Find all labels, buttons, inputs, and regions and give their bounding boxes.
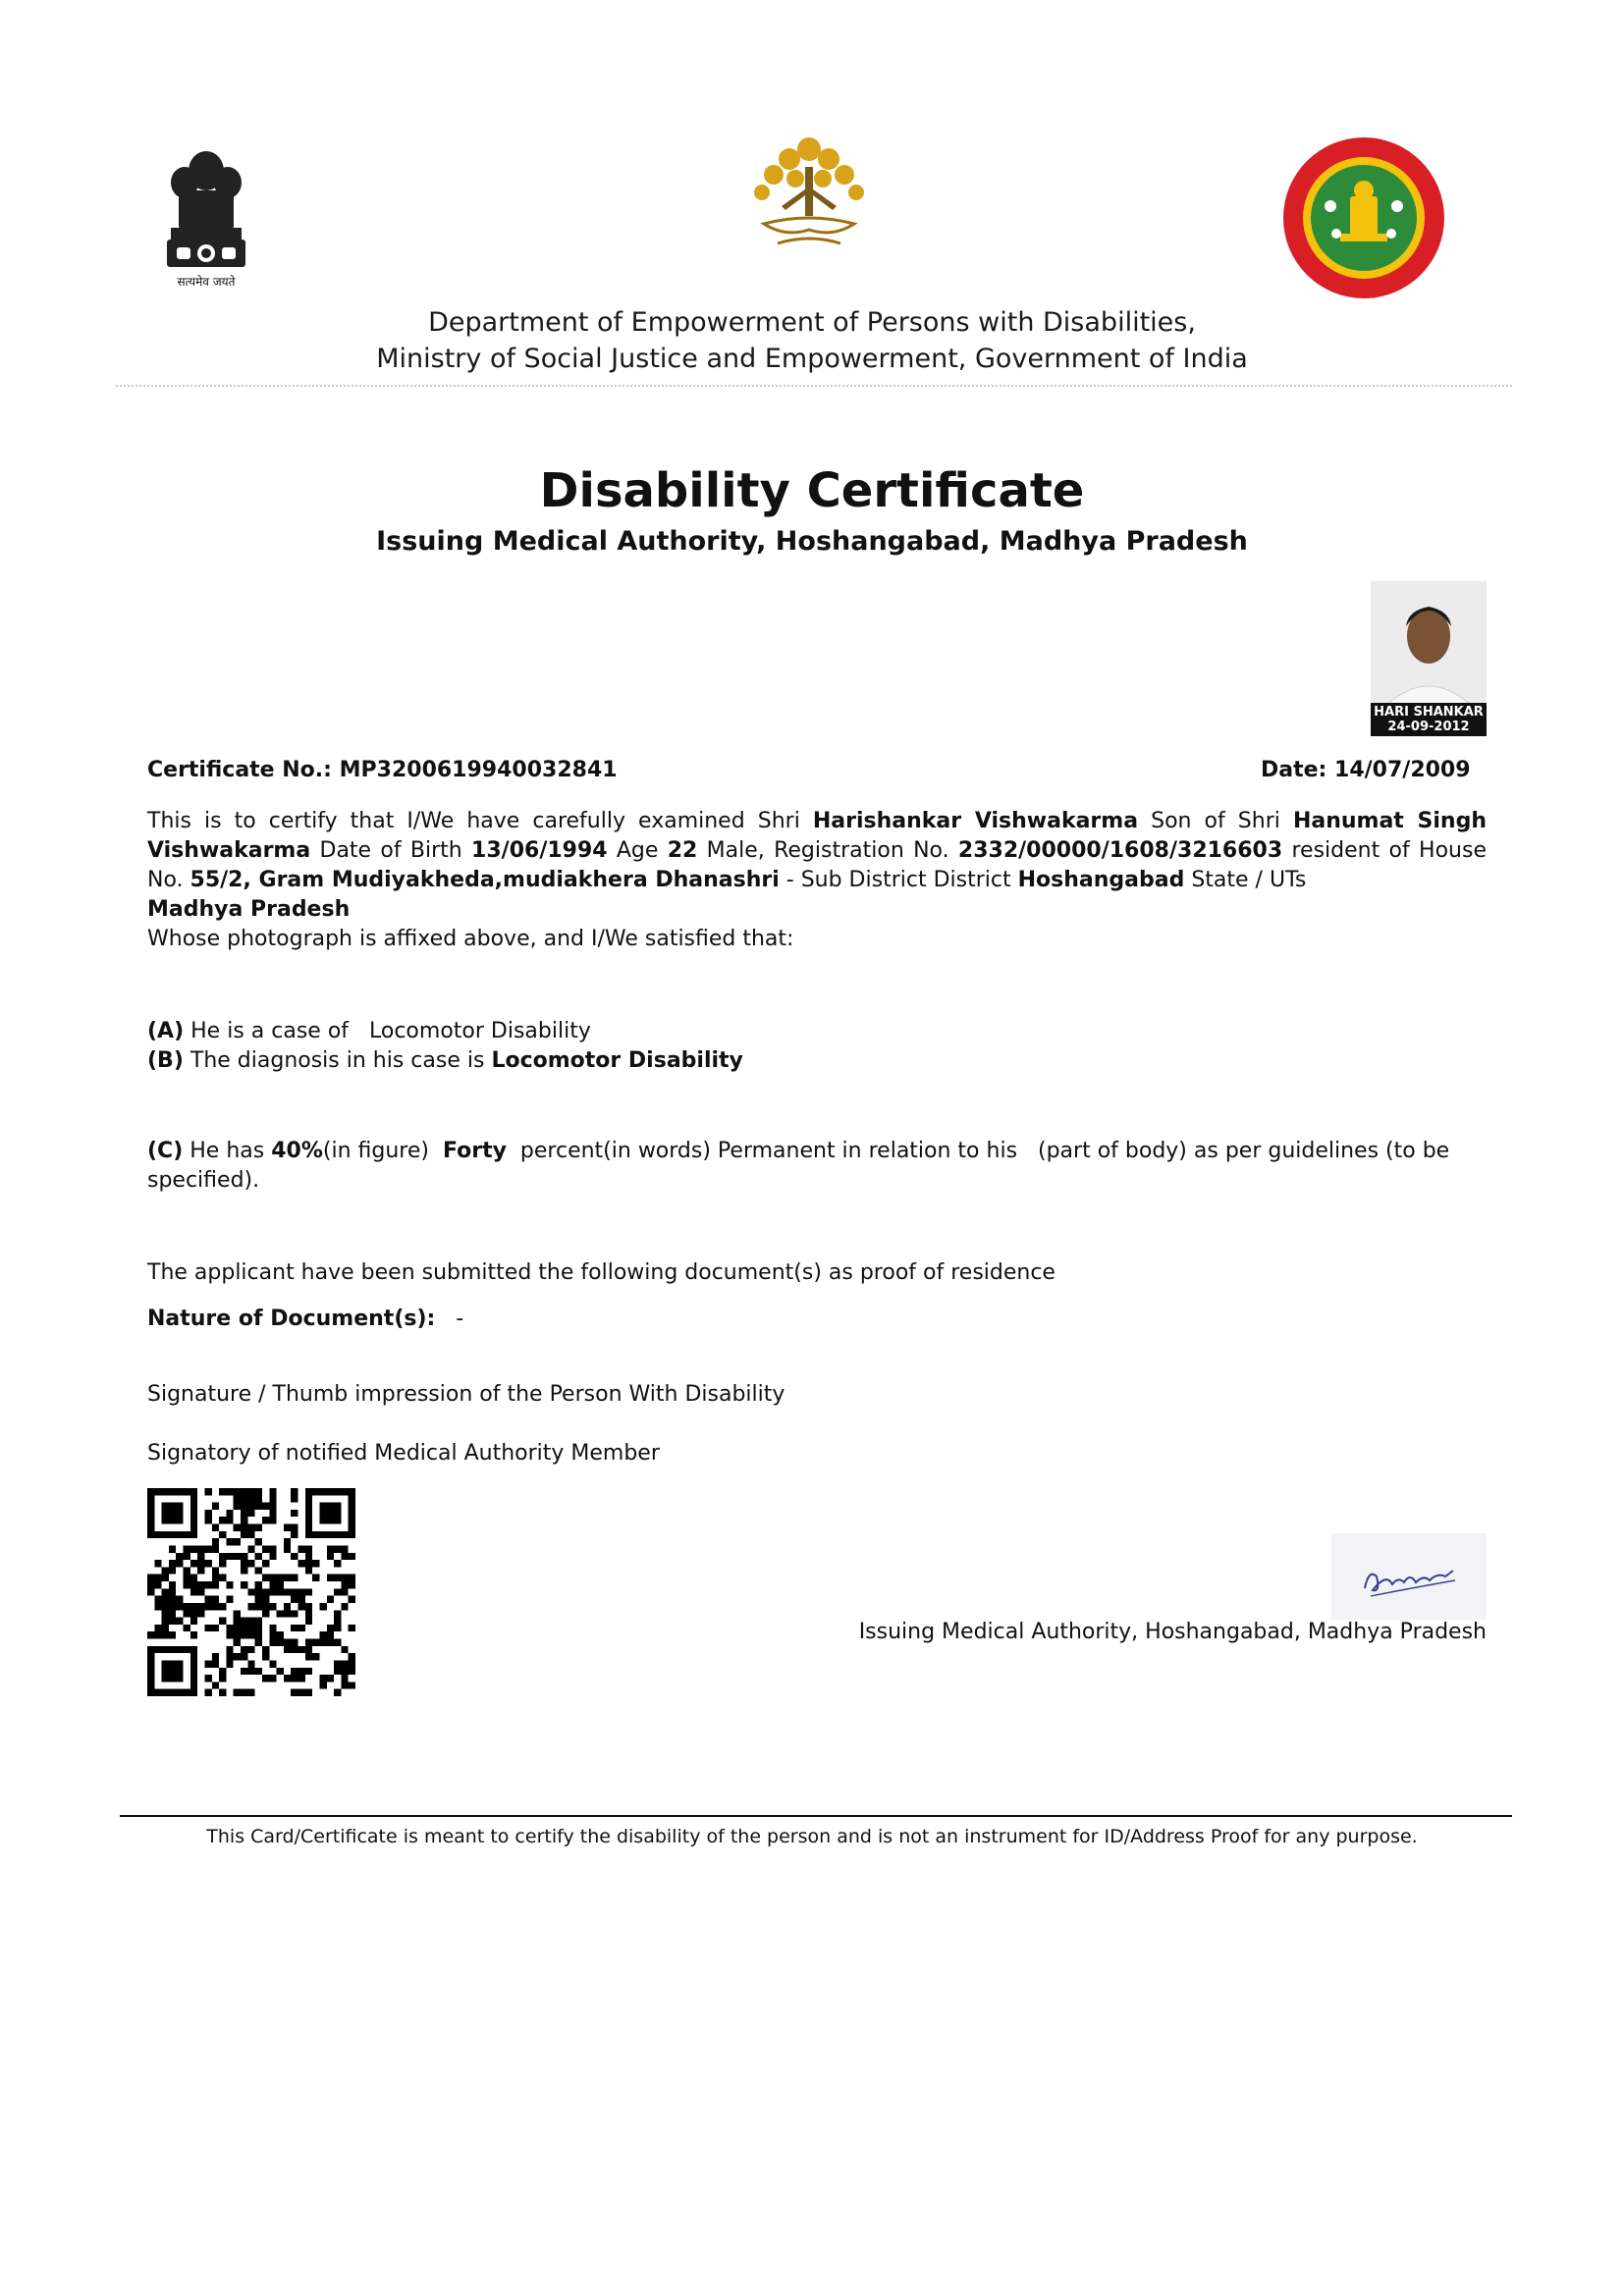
disability-percent: 40% xyxy=(271,1139,323,1163)
applicant-name: Harishankar Vishwakarma xyxy=(812,809,1139,833)
nature-label: Nature of Document(s): xyxy=(147,1307,436,1331)
item-a xyxy=(147,1017,1487,1046)
item-b xyxy=(147,1046,1487,1076)
item-a-text: He is a case of Locomotor Disability xyxy=(184,1019,591,1043)
item-b-label: (B) xyxy=(147,1048,184,1073)
signature-line: Signature / Thumb impression of the Person With Disability xyxy=(147,1382,785,1407)
para-text: resident of House No. xyxy=(147,838,1487,892)
item-a-label: (A) xyxy=(147,1019,185,1043)
certificate-date-label: Date: xyxy=(1261,758,1327,782)
disability-percent-words: Forty xyxy=(442,1139,507,1163)
state: Madhya Pradesh xyxy=(147,897,351,922)
certificate-date xyxy=(1261,758,1471,782)
father-name: Hanumat Singh Vishwakarma xyxy=(147,809,1487,863)
department-line-1: Department of Empowerment of Persons with Disabilities, xyxy=(428,307,1196,338)
diagnosis-value: Locomotor Disability xyxy=(491,1048,743,1073)
photo-affixed-line: Whose photograph is affixed above, and I/We satisfied that: xyxy=(147,927,794,951)
swavlamban-logo-icon xyxy=(734,128,884,265)
department-line-2: Ministry of Social Justice and Empowerment, Government of India xyxy=(376,344,1248,374)
footer-disclaimer: This Card/Certificate is meant to certify the disability of the person and is not an instrument for ID/Address Proof for any purpose. xyxy=(206,1826,1418,1847)
para-text: This is to certify that I/We have carefully examined Shri xyxy=(147,809,813,833)
item-c-text: He has xyxy=(183,1139,272,1163)
page-subtitle: Issuing Medical Authority, Hoshangabad, Madhya Pradesh xyxy=(376,526,1248,557)
residence-proof-line: The applicant have been submitted the following document(s) as proof of residence xyxy=(147,1260,1056,1285)
para-text: Age xyxy=(607,838,668,863)
district: Hoshangabad xyxy=(1017,868,1185,892)
page-title: Disability Certificate xyxy=(539,463,1085,518)
item-c-label: (C) xyxy=(147,1139,184,1163)
certificate-date-value: 14/07/2009 xyxy=(1334,758,1471,782)
issuing-authority: Issuing Medical Authority, Hoshangabad, Madhya Pradesh xyxy=(858,1620,1487,1644)
certification-paragraph xyxy=(147,807,1487,925)
emblem-motto: सत्यमेव जयते xyxy=(177,275,236,289)
signatory-line: Signatory of notified Medical Authority Member xyxy=(147,1441,660,1466)
registration-number: 2332/00000/1608/3216603 xyxy=(957,838,1283,863)
mp-govt-seal-icon xyxy=(1281,135,1446,300)
certificate-number-label: Certificate No.: xyxy=(147,758,332,782)
nature-of-documents xyxy=(147,1305,1487,1334)
header-divider xyxy=(116,385,1512,387)
para-text: Son of Shri xyxy=(1138,809,1293,833)
para-text: Date of Birth xyxy=(310,838,472,863)
photo-caption-name: HARI SHANKAR xyxy=(1374,705,1484,720)
address: 55/2, Gram Mudiyakheda,mudiakhera Dhanashri xyxy=(189,868,780,892)
photo-caption-date: 24-09-2012 xyxy=(1387,720,1470,734)
date-of-birth: 13/06/1994 xyxy=(471,838,608,863)
signature-icon xyxy=(1331,1533,1487,1620)
department-heading xyxy=(0,304,1624,377)
item-c-text: percent(in words) Permanent in relation to his (part of body) as per guidelines (to be specified). xyxy=(147,1139,1457,1193)
age: 22 xyxy=(667,838,698,863)
para-text: Male, Registration No. xyxy=(697,838,958,863)
item-c-text: (in figure) xyxy=(322,1139,443,1163)
certificate-number xyxy=(147,758,618,782)
item-c xyxy=(147,1137,1487,1196)
para-text: - Sub District District xyxy=(779,868,1018,892)
certificate-number-value: MP3200619940032841 xyxy=(339,758,618,782)
item-b-text: The diagnosis in his case is xyxy=(183,1048,492,1073)
photo-caption xyxy=(1371,703,1487,736)
para-text: State / UTs xyxy=(1184,868,1307,892)
applicant-photo xyxy=(1371,581,1487,736)
nature-value: - xyxy=(435,1307,464,1331)
footer-divider xyxy=(120,1815,1512,1817)
qr-code-icon xyxy=(147,1488,355,1696)
